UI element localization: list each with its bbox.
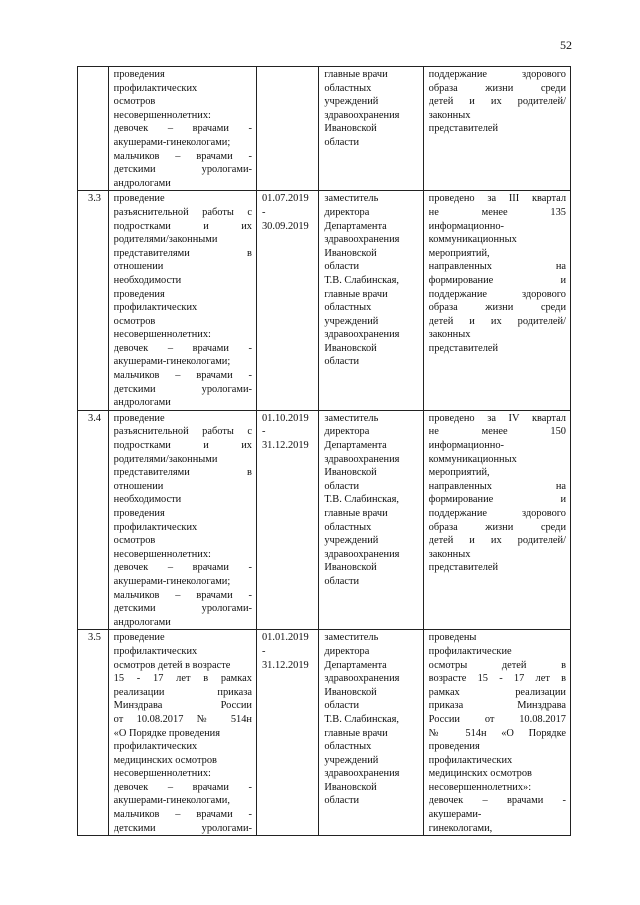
- date-cell-line: 31.12.2019: [261, 440, 309, 452]
- event-cell-line: представителями в: [113, 467, 252, 479]
- executor-cell-line: здравоохранения: [324, 234, 400, 246]
- event-cell-line: осмотров: [113, 315, 156, 327]
- result-cell-line: направленных на: [428, 480, 566, 492]
- table-row: [78, 191, 571, 411]
- result-cell-line: поддержание здорового: [428, 288, 566, 300]
- event-cell-line: необходимости: [113, 274, 182, 286]
- event-cell-line: Минздрава России: [113, 700, 252, 712]
- executor-cell-line: области: [324, 575, 360, 587]
- result-cell-line: коммуникационных: [428, 453, 517, 465]
- result-cell-line: рамках реализации: [428, 686, 566, 698]
- executor-cell-line: директора: [324, 645, 370, 657]
- table-row: [78, 630, 571, 836]
- executor-cell-line: области: [324, 261, 360, 273]
- executor-cell-line: Т.В. Слабинская,: [324, 274, 400, 286]
- event-cell-line: несовершеннолетних:: [113, 109, 211, 121]
- event-cell-line: детскими урологами-: [113, 164, 252, 176]
- executor-cell-line: области: [324, 700, 360, 712]
- executor-cell-line: областных: [324, 302, 372, 314]
- event-cell-line: мальчиков – врачами -: [113, 150, 252, 162]
- event-cell-line: проведения: [113, 508, 165, 519]
- executor-cell-line: заместитель: [324, 412, 379, 424]
- result-cell-line: профилактических: [428, 754, 513, 766]
- result-cell-line: не менее 150: [428, 426, 566, 438]
- executor-cell-line: директора: [324, 426, 370, 438]
- event-cell-line: представителями в: [113, 247, 252, 259]
- result-cell-line: представителей: [428, 562, 499, 574]
- event-cell-line: несовершеннолетних:: [113, 768, 211, 780]
- executor-cell-line: Ивановской: [324, 467, 377, 479]
- date-cell-line: -: [261, 645, 266, 657]
- event-cell: [108, 630, 256, 836]
- row-number-cell: [78, 67, 109, 191]
- event-cell-line: профилактических: [113, 521, 198, 533]
- result-cell-line: проведены: [428, 632, 477, 644]
- result-cell-line: акушерами-: [428, 809, 482, 821]
- date-cell: [256, 630, 318, 836]
- executor-cell-line: области: [324, 136, 360, 148]
- result-cell-line: направленных на: [428, 261, 566, 273]
- event-cell-line: профилактических: [113, 645, 198, 657]
- event-cell-line: проведения: [113, 69, 165, 80]
- result-cell-line: детей и их родителей/: [428, 315, 566, 327]
- executor-cell-line: Т.В. Слабинская,: [324, 713, 400, 725]
- table-row: [78, 67, 571, 191]
- event-cell-line: родителями/законными: [113, 453, 218, 465]
- result-cell: [423, 630, 570, 836]
- executor-cell-line: Департамента: [324, 440, 387, 452]
- executor-cell: [319, 630, 423, 836]
- result-cell-line: медицинских осмотров: [428, 768, 532, 780]
- event-cell-line: реализации приказа: [113, 686, 252, 698]
- event-cell-line: девочек – врачами -: [113, 342, 252, 354]
- executor-cell-line: заместитель: [324, 193, 379, 205]
- executor-cell-line: главные врачи: [324, 727, 388, 739]
- result-cell-line: законных: [428, 548, 471, 560]
- executor-cell-line: здравоохранения: [324, 673, 400, 685]
- row-number-cell: 3.4: [78, 410, 109, 630]
- event-cell-line: 15 - 17 лет в рамках: [113, 673, 252, 685]
- executor-cell-line: главные врачи: [324, 288, 388, 300]
- event-cell-line: акушерами-гинекологами,: [113, 795, 230, 807]
- executor-cell-line: областных: [324, 521, 372, 533]
- event-cell-line: от 10.08.2017 № 514н: [113, 713, 252, 725]
- result-cell-line: поддержание здорового: [428, 508, 566, 519]
- row-number-cell: 3.5: [78, 630, 109, 836]
- event-cell-line: проведение: [113, 632, 165, 644]
- event-cell-line: акушерами-гинекологами;: [113, 136, 231, 148]
- event-cell-line: детскими урологами-: [113, 822, 252, 834]
- result-cell-line: формирование и: [428, 494, 566, 506]
- executor-cell-line: Департамента: [324, 220, 387, 232]
- result-cell-line: возрасте 15 - 17 лет в: [428, 673, 566, 685]
- date-cell-line: 01.01.2019: [261, 632, 309, 644]
- event-cell-line: медицинских осмотров: [113, 754, 217, 766]
- result-cell-line: законных: [428, 109, 471, 121]
- event-cell-line: мальчиков – врачами -: [113, 370, 252, 382]
- result-cell-line: осмотры детей в: [428, 659, 566, 671]
- result-cell: [423, 410, 570, 630]
- executor-cell-line: учреждений: [324, 535, 379, 547]
- event-cell-line: проведение: [113, 412, 165, 424]
- result-cell-line: коммуникационных: [428, 234, 517, 246]
- event-cell-line: девочек – врачами -: [113, 562, 252, 574]
- event-cell-line: отношении: [113, 261, 164, 273]
- executor-cell-line: области: [324, 795, 360, 807]
- executor-cell-line: главные врачи: [324, 69, 388, 80]
- event-cell-line: осмотров: [113, 96, 156, 108]
- event-cell-line: проведение: [113, 193, 165, 205]
- event-cell-line: несовершеннолетних:: [113, 329, 211, 341]
- row-number-cell: 3.3: [78, 191, 109, 411]
- event-cell-line: профилактических: [113, 741, 198, 753]
- event-cell: [108, 191, 256, 411]
- event-cell-line: разъяснительной работы с: [113, 206, 252, 218]
- executor-cell-line: здравоохранения: [324, 768, 400, 780]
- result-cell-line: детей и их родителей/: [428, 96, 566, 108]
- result-cell-line: гинекологами,: [428, 822, 493, 834]
- result-cell-line: девочек – врачами -: [428, 795, 566, 807]
- date-cell: [256, 191, 318, 411]
- executor-cell-line: областных: [324, 82, 372, 94]
- date-cell: [256, 410, 318, 630]
- event-cell-line: андрологами: [113, 397, 171, 409]
- date-cell-line: -: [261, 206, 266, 218]
- executor-cell-line: здравоохранения: [324, 329, 400, 341]
- executor-cell-line: учреждений: [324, 96, 379, 108]
- result-cell-line: образа жизни среди: [428, 521, 566, 533]
- executor-cell-line: главные врачи: [324, 508, 388, 519]
- executor-cell-line: области: [324, 356, 360, 368]
- result-cell: [423, 191, 570, 411]
- event-cell-line: необходимости: [113, 494, 182, 506]
- result-cell-line: информационно-: [428, 440, 504, 452]
- event-cell-line: профилактических: [113, 302, 198, 314]
- executor-cell-line: здравоохранения: [324, 548, 400, 560]
- date-cell-line: 01.10.2019: [261, 412, 309, 424]
- table-row: [78, 410, 571, 630]
- event-cell-line: осмотров: [113, 535, 156, 547]
- result-cell-line: образа жизни среди: [428, 302, 566, 314]
- executor-cell-line: Ивановской: [324, 342, 377, 354]
- executor-cell-line: области: [324, 480, 360, 492]
- event-cell-line: несовершеннолетних:: [113, 548, 211, 560]
- executor-cell-line: Ивановской: [324, 123, 377, 135]
- date-cell-line: 30.09.2019: [261, 220, 309, 232]
- result-cell: [423, 67, 570, 191]
- event-cell-line: профилактических: [113, 82, 198, 94]
- result-cell-line: образа жизни среди: [428, 82, 566, 94]
- executor-cell: [319, 191, 423, 411]
- executor-cell-line: Департамента: [324, 659, 387, 671]
- executor-cell-line: Т.В. Слабинская,: [324, 494, 400, 506]
- executor-cell-line: здравоохранения: [324, 453, 400, 465]
- date-cell-line: 31.12.2019: [261, 659, 309, 671]
- result-cell-line: детей и их родителей/: [428, 535, 566, 547]
- result-cell-line: приказа Минздрава: [428, 700, 566, 712]
- executor-cell-line: Ивановской: [324, 247, 377, 259]
- event-cell-line: проведения: [113, 288, 165, 300]
- event-cell: [108, 67, 256, 191]
- page-number: 52: [560, 38, 572, 52]
- event-cell-line: разъяснительной работы с: [113, 426, 252, 438]
- date-cell-line: 01.07.2019: [261, 193, 309, 205]
- event-cell-line: мальчиков – врачами -: [113, 809, 252, 821]
- event-cell-line: отношении: [113, 480, 164, 492]
- event-cell-line: подростками и их: [113, 440, 252, 452]
- result-cell-line: несовершеннолетних»:: [428, 781, 532, 793]
- event-cell-line: акушерами-гинекологами;: [113, 356, 231, 368]
- result-cell-line: поддержание здорового: [428, 69, 566, 80]
- executor-cell-line: Ивановской: [324, 686, 377, 698]
- event-cell-line: осмотров детей в возрасте: [113, 659, 231, 671]
- event-cell-line: «О Порядке проведения: [113, 727, 220, 739]
- result-cell-line: профилактические: [428, 645, 512, 657]
- plan-table: [77, 66, 571, 836]
- result-cell-line: проведено за IV квартал: [428, 412, 566, 424]
- result-cell-line: представителей: [428, 123, 499, 135]
- executor-cell-line: Ивановской: [324, 562, 377, 574]
- result-cell-line: мероприятий,: [428, 467, 490, 479]
- event-cell-line: акушерами-гинекологами;: [113, 575, 231, 587]
- executor-cell-line: учреждений: [324, 315, 379, 327]
- result-cell-line: не менее 135: [428, 206, 566, 218]
- result-cell-line: информационно-: [428, 220, 504, 232]
- plan-table-body: [78, 67, 571, 836]
- event-cell-line: детскими урологами-: [113, 383, 252, 395]
- result-cell-line: мероприятий,: [428, 247, 490, 259]
- event-cell-line: подростками и их: [113, 220, 252, 232]
- event-cell-line: девочек – врачами -: [113, 123, 252, 135]
- result-cell-line: представителей: [428, 342, 499, 354]
- executor-cell-line: заместитель: [324, 632, 379, 644]
- date-cell-line: -: [261, 426, 266, 438]
- executor-cell-line: директора: [324, 206, 370, 218]
- executor-cell-line: учреждений: [324, 754, 379, 766]
- executor-cell-line: Ивановской: [324, 781, 377, 793]
- date-cell: [256, 67, 318, 191]
- result-cell-line: проведено за III квартал: [428, 193, 566, 205]
- executor-cell-line: здравоохранения: [324, 109, 400, 121]
- result-cell-line: проведения: [428, 741, 480, 753]
- executor-cell: [319, 67, 423, 191]
- result-cell-line: России от 10.08.2017: [428, 713, 566, 725]
- event-cell-line: родителями/законными: [113, 234, 218, 246]
- executor-cell: [319, 410, 423, 630]
- result-cell-line: законных: [428, 329, 471, 341]
- event-cell-line: детскими урологами-: [113, 603, 252, 615]
- event-cell-line: андрологами: [113, 177, 171, 189]
- result-cell-line: № 514н «О Порядке: [428, 727, 566, 739]
- event-cell: [108, 410, 256, 630]
- event-cell-line: мальчиков – врачами -: [113, 589, 252, 601]
- result-cell-line: формирование и: [428, 274, 566, 286]
- executor-cell-line: областных: [324, 741, 372, 753]
- event-cell-line: андрологами: [113, 616, 171, 628]
- event-cell-line: девочек – врачами -: [113, 781, 252, 793]
